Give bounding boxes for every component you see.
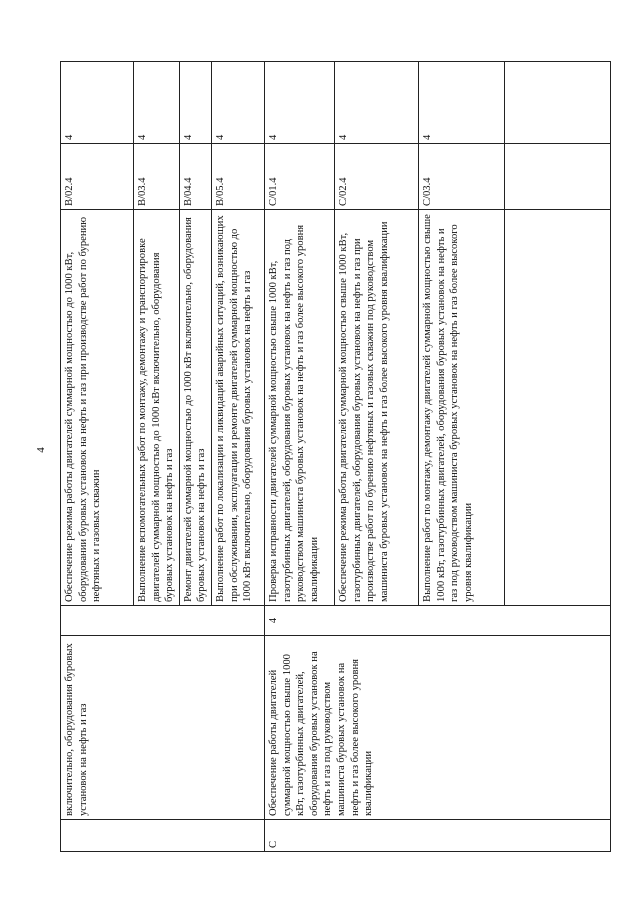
function-code-cell: В/04.4 [179,144,211,210]
function-level-cell: 4 [264,62,334,144]
group-code-cell [61,820,265,852]
function-level-cell: 4 [334,62,418,144]
function-name-cell: Выполнение работ по локализации и ликвидаций аварийных ситуаций, возникающих при обслуживании, эксплуатации и ремонте двигателей суммарной мощностью до 1000 кВт включительно, оборудования буровых установок на нефть и газ [211,210,264,606]
function-level-cell: 4 [179,62,211,144]
table-row [264,62,334,852]
function-name-cell: Обеспечение режима работы двигателей суммарной мощностью свыше 1000 кВт, газотурбинных двигателей, оборудования буровых установок на нефть и газ при производстве работ по бурению нефтяных и газовых скважин под руководством машиниста буровых установок на нефть и газ более высокого уровня квалификации [334,210,418,606]
function-code-cell: С/03.4 [418,144,504,210]
rotated-table-wrapper [60,62,602,852]
function-level-cell: 4 [211,62,264,144]
group-name-cell: включительно, оборудования буровых установок на нефть и газ [61,636,265,820]
function-name-cell: Обеспечение режима работы двигателей суммарной мощностью до 1000 кВт, оборудовании буровых установок на нефть и газ при производстве работ по бурению нефтяных и газовых скважин [61,210,134,606]
functions-table [60,61,611,852]
page-number: 4 [34,447,47,453]
function-name-cell: Выполнение работ по монтажу, демонтажу двигателей суммарной мощностью свыше 1000 кВт, газотурбинных двигателей, оборудования буровых установок на нефть и газ под руководством машиниста буровых установок на нефть и газ более высокого уровня квалификации [418,210,504,606]
group-name-cell: Обеспечение работы двигателей суммарной мощностью свыше 1000 кВт, газотурбинных двигателей, оборудования буровых установок на нефть и газ под руководством машиниста буровых установок на нефть и газ более высокого уровня квалификации [264,636,610,820]
empty-cell [504,62,610,144]
function-code-cell: С/01.4 [264,144,334,210]
function-level-cell: 4 [418,62,504,144]
function-name-cell: Проверка исправности двигателей суммарной мощностью свыше 1000 кВт, газотурбинных двигателей, оборудования буровых установок на нефть и газ под руководством машиниста буровых установок на нефть и газ более высокого уровня квалификации [264,210,334,606]
empty-cell [504,144,610,210]
group-level-cell: 4 [264,606,610,636]
function-code-cell: В/02.4 [61,144,134,210]
function-level-cell: 4 [134,62,180,144]
group-level-cell [61,606,265,636]
function-name-cell: Ремонт двигателей суммарной мощностью до 1000 кВт включительно, оборудования буровых установок на нефть и газ [179,210,211,606]
function-code-cell: С/02.4 [334,144,418,210]
function-level-cell: 4 [61,62,134,144]
table-row [61,62,134,852]
scanned-page [60,62,602,852]
empty-cell [504,210,610,606]
group-code-cell: С [264,820,610,852]
function-code-cell: В/05.4 [211,144,264,210]
function-code-cell: В/03.4 [134,144,180,210]
function-name-cell: Выполнение вспомогательных работ по монтажу, демонтажу и транспортировке двигателей суммарной мощностью до 1000 кВт включительно, оборудования буровых установок на нефть и газ [134,210,180,606]
